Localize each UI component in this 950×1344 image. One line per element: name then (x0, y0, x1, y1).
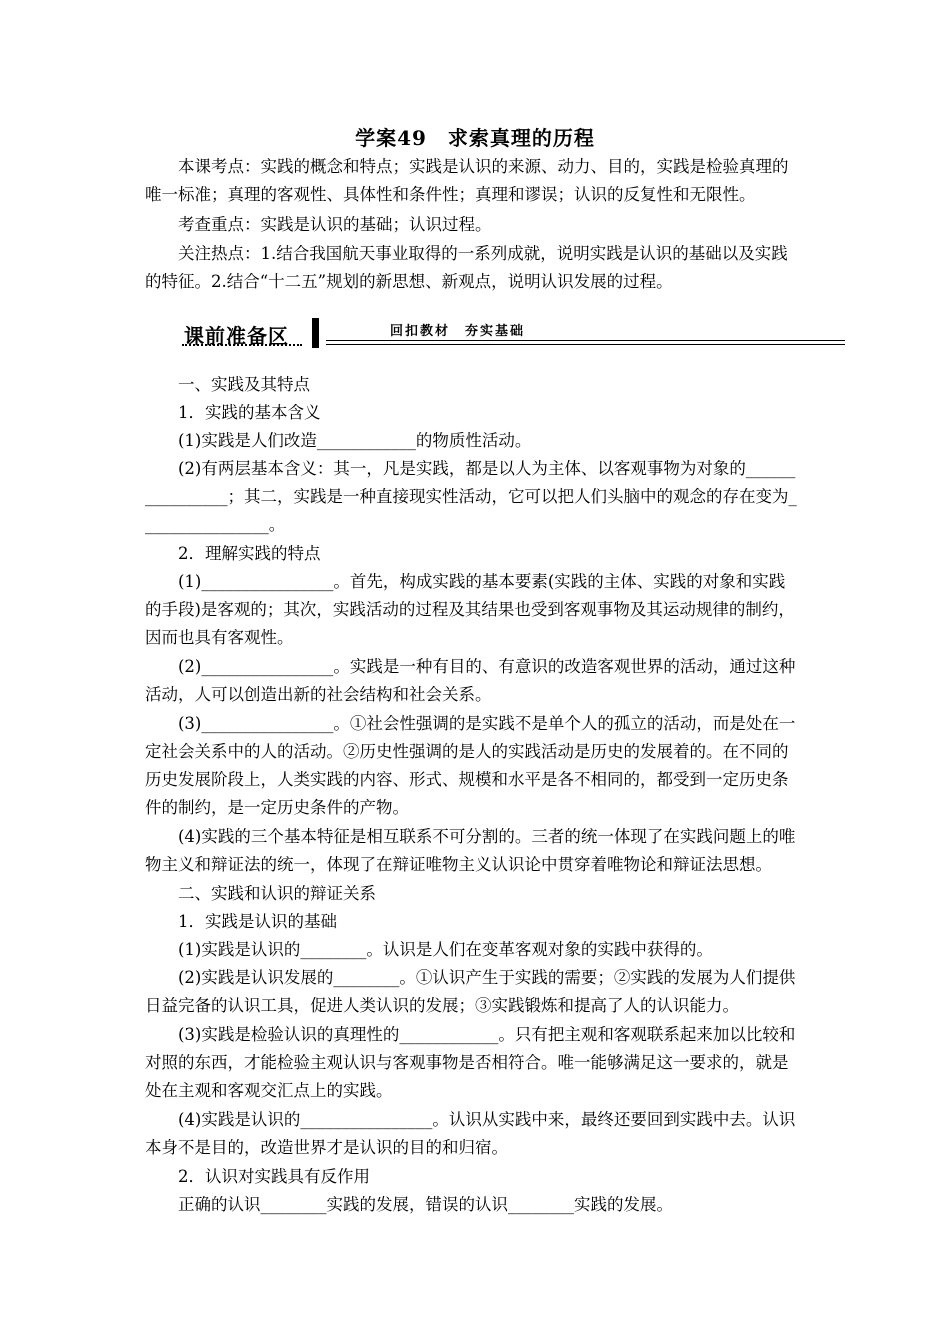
banner-bar (312, 318, 319, 348)
paragraph-line: 正确的认识________实践的发展，错误的认识________实践的发展。 (178, 1195, 673, 1214)
paragraph-line: 日益完备的认识工具，促进人类认识的发展；③实践锻炼和提高了人的认识能力。 (145, 996, 739, 1015)
paragraph-line: 历史发展阶段上，人类实践的内容、形式、规模和水平是各不相同的，都受到一定历史条 (145, 770, 789, 789)
paragraph-line: 的手段)是客观的；其次，实践活动的过程及其结果也受到客观事物及其运动规律的制约， (145, 600, 795, 619)
banner-underline (182, 344, 302, 346)
paragraph-line: 物主义和辩证法的统一，体现了在辩证唯物主义认识论中贯穿着唯物论和辩证法思想。 (145, 855, 772, 874)
heading: 一、实践及其特点 (178, 375, 310, 394)
intro-line: 的特征。2.结合“十二五”规划的新思想、新观点，说明认识发展的过程。 (145, 272, 673, 291)
intro-line: 关注热点：1.结合我国航天事业取得的一系列成就，说明实践是认识的基础以及实践 (178, 244, 788, 263)
paragraph-line: (2)________________。实践是一种有目的、有意识的改造客观世界的活动，通过这种 (178, 657, 796, 676)
paragraph-line: (4)实践是认识的________________。认识从实践中来，最终还要回到实践中去。认识 (178, 1110, 796, 1129)
subheading: 2．认识对实践具有反作用 (178, 1167, 370, 1186)
paragraph-line: (2)有两层基本含义：其一，凡是实践，都是以人为主体、以客观事物为对象的______ (178, 459, 796, 478)
page-title: 学案49 求索真理的历程 (355, 126, 595, 150)
subheading: 1．实践的基本含义 (178, 403, 321, 422)
paragraph-line: _______________。 (145, 515, 286, 534)
paragraph-line: (3)实践是检验认识的真理性的____________。只有把主观和客观联系起来加以比较和 (178, 1025, 796, 1044)
paragraph-line: (1)________________。首先，构成实践的基本要素(实践的主体、实践的对象和实践 (178, 572, 786, 591)
paragraph-line: __________；其二，实践是一种直接现实性活动，它可以把人们头脑中的观念的存在变为_ (145, 487, 797, 506)
heading: 二、实践和认识的辩证关系 (178, 884, 376, 903)
intro-line: 唯一标准；真理的客观性、具体性和条件性；真理和谬误；认识的反复性和无限性。 (145, 185, 756, 204)
paragraph-line: 本身不是目的，改造世界才是认识的目的和归宿。 (145, 1138, 508, 1157)
paragraph-line: (2)实践是认识发展的________。①认识产生于实践的需要；②实践的发展为人们提供 (178, 968, 796, 987)
paragraph-line: 对照的东西，才能检验主观认识与客观事物是否相符合。唯一能够满足这一要求的，就是 (145, 1053, 789, 1072)
subheading: 1．实践是认识的基础 (178, 912, 337, 931)
paragraph-line: 定社会关系中的人的活动。②历史性强调的是人的实践活动是历史的发展着的。在不同的 (145, 742, 789, 761)
section-banner-title: 课前准备区 (184, 324, 289, 348)
section-banner-subtitle: 回扣教材 夯实基础 (390, 324, 526, 339)
banner-rule (326, 340, 845, 341)
paragraph-line: 件的制约，是一定历史条件的产物。 (145, 798, 409, 817)
banner-rule (326, 344, 845, 345)
paragraph-line: 处在主观和客观交汇点上的实践。 (145, 1081, 393, 1100)
subheading: 2．理解实践的特点 (178, 544, 321, 563)
paragraph-line: (1)实践是认识的________。认识是人们在变革客观对象的实践中获得的。 (178, 940, 713, 959)
section-banner (180, 318, 845, 350)
paragraph-line: (1)实践是人们改造____________的物质性活动。 (178, 431, 532, 450)
paragraph-line: (4)实践的三个基本特征是相互联系不可分割的。三者的统一体现了在实践问题上的唯 (178, 827, 796, 846)
paragraph-line: (3)________________。①社会性强调的是实践不是单个人的孤立的活动，而是处在一 (178, 714, 796, 733)
intro-line: 本课考点：实践的概念和特点；实践是认识的来源、动力、目的，实践是检验真理的 (178, 157, 789, 176)
paragraph-line: 活动，人可以创造出新的社会结构和社会关系。 (145, 685, 492, 704)
paragraph-line: 因而也具有客观性。 (145, 628, 294, 647)
intro-line: 考查重点：实践是认识的基础；认识过程。 (178, 215, 492, 234)
